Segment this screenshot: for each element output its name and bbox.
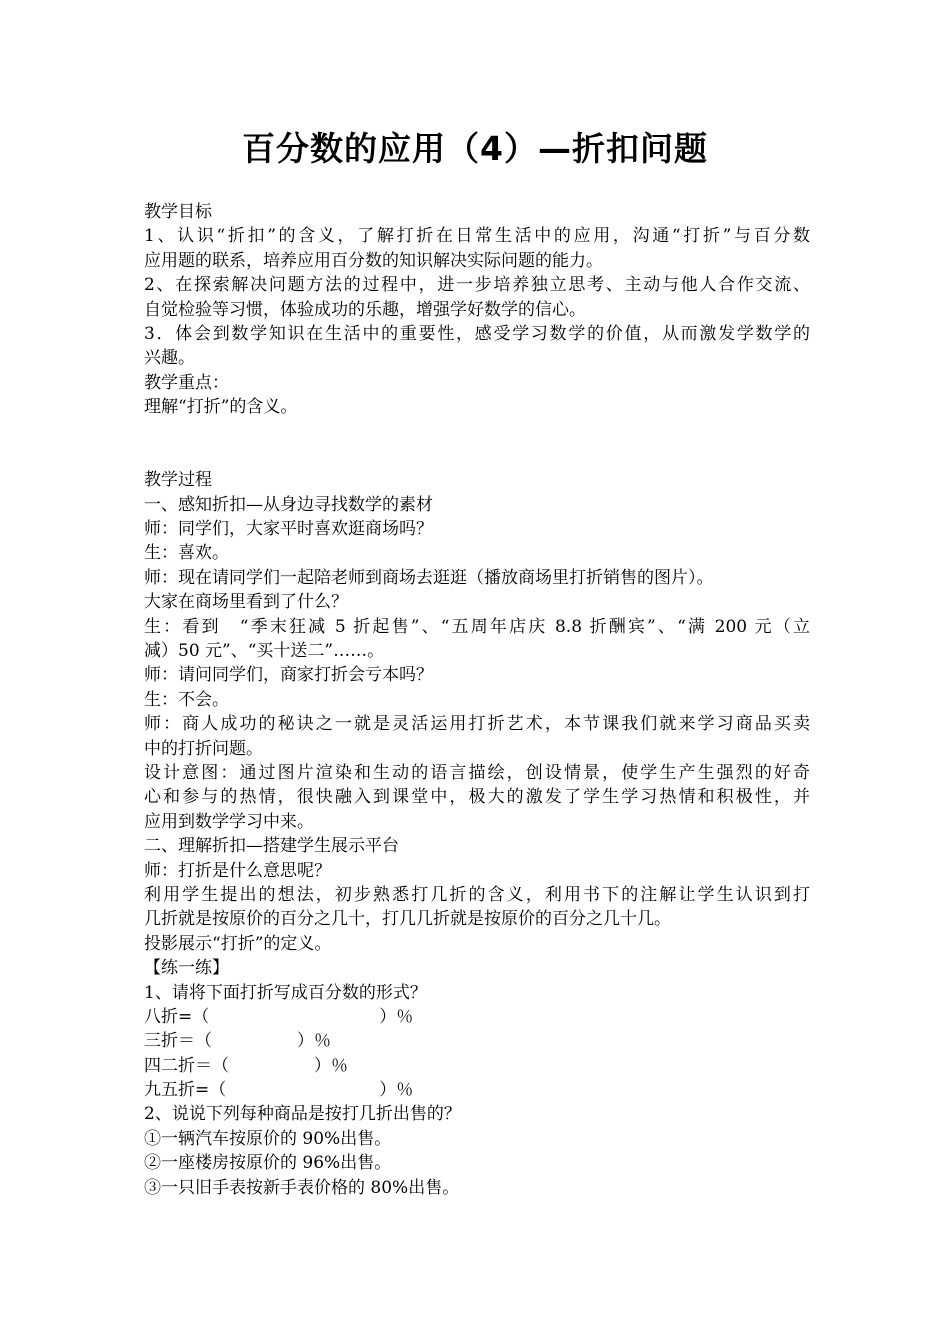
paragraph-line: 兴趣。 (144, 348, 195, 369)
paragraph-line: 几折就是按原价的百分之几十，打几几折就是按原价的百分之几十几。 (144, 909, 671, 930)
dialogue-line: 中的打折问题。 (144, 738, 263, 759)
paragraph-line: 1、认识“折扣”的含义，了解打折在日常生活中的应用，沟通“打折”与百分数 (144, 226, 810, 247)
dialogue-line: 师：同学们，大家平时喜欢逛商场吗？ (144, 519, 433, 540)
section-heading: 一、感知折扣—从身边寻找数学的素材 (144, 494, 433, 515)
heading-key-points: 教学重点： (144, 372, 229, 393)
dialogue-line: 师：现在请同学们一起陪老师到商场去逛逛（播放商场里打折销售的图片）。 (144, 567, 714, 588)
dialogue-line: 大家在商场里看到了什么？ (144, 592, 348, 613)
paragraph-line: 投影展示“打折”的定义。 (144, 933, 332, 954)
paragraph-line: 3．体会到数学知识在生活中的重要性，感受学习数学的价值，从而激发学数学的 (144, 323, 810, 344)
dialogue-line: 减）50 元”、“买十送二”……。 (144, 641, 385, 662)
exercise-question: 2、说说下列每种商品是按打几折出售的？ (144, 1104, 461, 1125)
dialogue-line: 生：不会。 (144, 689, 229, 710)
paragraph-line: 理解“打折”的含义。 (144, 397, 298, 418)
heading-objectives: 教学目标 (144, 202, 212, 222)
dialogue-line: 生：喜欢。 (144, 543, 229, 564)
dialogue-line: 生：看到 “季末狂减 5 折起售”、“五周年店庆 8.8 折酬宾”、“满 200 元（立 (144, 616, 810, 637)
exercise-item: 三折＝（ ）％ (144, 1031, 331, 1052)
paragraph-line: 2、在探索解决问题方法的过程中，进一步培养独立思考、主动与他人合作交流、 (144, 275, 810, 296)
paragraph-line: 设计意图：通过图片渲染和生动的语言描绘，创设情景，使学生产生强烈的好奇 (144, 763, 810, 783)
exercise-item: ③一只旧手表按新手表价格的 80%出售。 (144, 1177, 460, 1198)
exercise-item: ①一辆汽车按原价的 90%出售。 (144, 1128, 392, 1149)
dialogue-line: 师：商人成功的秘诀之一就是灵活运用打折艺术，本节课我们就来学习商品买卖 (144, 714, 810, 735)
paragraph-line: 心和参与的热情，很快融入到课堂中，极大的激发了学生学习热情和积极性，并 (144, 787, 810, 808)
paragraph-line: 应用到数学学习中来。 (144, 811, 314, 832)
exercise-heading: 【练一练】 (144, 958, 229, 979)
paragraph-line: 应用题的联系，培养应用百分数的知识解决实际问题的能力。 (144, 250, 603, 271)
exercise-item: 八折=（ ）％ (144, 1006, 414, 1027)
dialogue-line: 师：打折是什么意思呢？ (144, 860, 331, 881)
paragraph-line: 自觉检验等习惯，体验成功的乐趣，增强学好数学的信心。 (144, 299, 586, 320)
paragraph-line: 利用学生提出的想法，初步熟悉打几折的含义，利用书下的注解让学生认识到打 (144, 884, 810, 905)
document-title: 百分数的应用（4）—折扣问题 (242, 129, 708, 168)
exercise-question: 1、请将下面打折写成百分数的形式？ (144, 982, 427, 1003)
section-heading: 二、理解折扣—搭建学生展示平台 (144, 836, 399, 857)
exercise-item: 四二折＝（ ）％ (144, 1055, 348, 1076)
exercise-item: 九五折=（ ）％ (144, 1080, 414, 1101)
exercise-item: ②一座楼房按原价的 96%出售。 (144, 1153, 392, 1174)
dialogue-line: 师：请问同学们，商家打折会亏本吗？ (144, 665, 433, 686)
heading-process: 教学过程 (144, 470, 212, 491)
blank-gap (144, 420, 810, 469)
document-body (144, 200, 810, 1200)
